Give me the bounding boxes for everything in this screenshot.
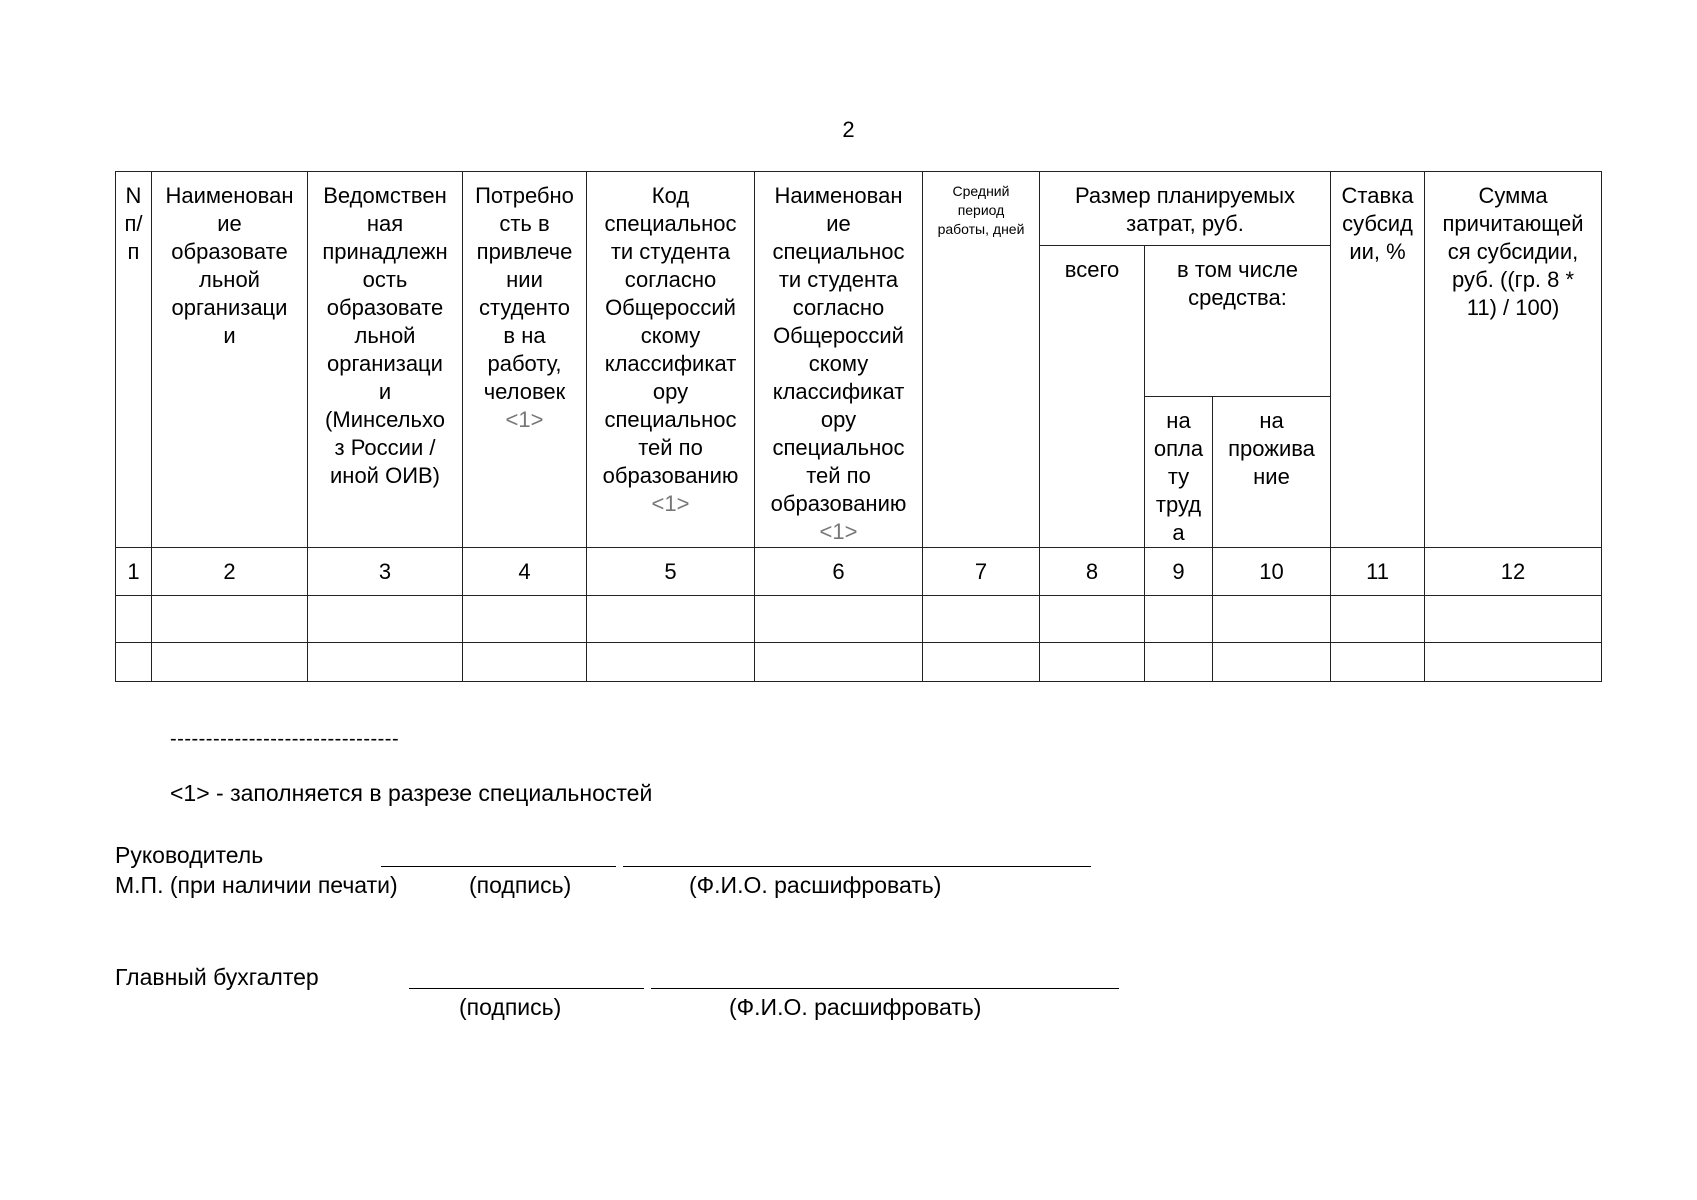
column-number: 12 [1425, 548, 1602, 596]
header-text-line: субсид [1342, 211, 1413, 236]
stamp-label: М.П. (при наличии печати) [115, 872, 398, 898]
header-text-line: и [223, 323, 236, 348]
header-text-line: человек [483, 379, 566, 404]
header-costs-labor [1145, 397, 1213, 548]
header-text-line: Наименован [774, 183, 903, 208]
head-signature-caption: (подпись) [469, 872, 572, 898]
accountant-signature-line [409, 988, 644, 989]
header-text-line: труд [1155, 492, 1202, 517]
header-text-line: образованию [602, 463, 739, 488]
header-text-line: 11) / 100) [1466, 295, 1560, 320]
header-planned-costs [1040, 172, 1331, 246]
header-text-line: ие [217, 211, 242, 236]
header-text-line: в том числе [1177, 257, 1298, 282]
header-text-line: причитающей [1442, 211, 1584, 236]
accountant-name-line [651, 988, 1119, 989]
column-number: 7 [923, 548, 1040, 596]
header-average-period [923, 172, 1040, 548]
header-student-demand [463, 172, 587, 548]
subsidy-table [115, 171, 1602, 682]
header-text-line: Общероссий [605, 295, 736, 320]
header-text-line: ии, % [1349, 239, 1406, 264]
header-text-line: Средний [952, 183, 1010, 199]
header-text-line: руб. ((гр. 8 * [1451, 267, 1575, 292]
header-row-number [116, 172, 152, 548]
header-subsidy-amount [1425, 172, 1602, 548]
header-text-line: з России / [334, 435, 436, 460]
header-text-line: принадлежн [322, 239, 448, 264]
header-text-line: классификат [772, 379, 905, 404]
header-text-line: ость [362, 267, 408, 292]
column-number: 6 [755, 548, 923, 596]
header-text-line: средства: [1188, 285, 1287, 310]
header-text-line: Сумма [1478, 183, 1548, 208]
header-text-line: и [378, 379, 392, 404]
header-text-line: льной [354, 323, 416, 348]
header-text-line: ору [652, 379, 689, 404]
header-text-line: привлече [476, 239, 573, 264]
header-text-line: классификат [604, 351, 737, 376]
header-text-line: N [125, 183, 142, 208]
header-text-line: п/ [124, 211, 143, 236]
header-text-line: прожива [1228, 436, 1315, 461]
header-text-line: п [127, 239, 140, 264]
header-text-line: работу, [487, 351, 562, 376]
header-text-line: организаци [327, 351, 443, 376]
footnote-text: <1> - заполняется в разрезе специальностей [170, 780, 653, 806]
column-number: 5 [587, 548, 755, 596]
column-number: 4 [463, 548, 587, 596]
head-name-line [623, 866, 1091, 867]
header-text-line: специальнос [772, 435, 905, 460]
header-text-line: на [1259, 408, 1284, 433]
column-number: 11 [1331, 548, 1425, 596]
header-text-line: согласно [624, 267, 717, 292]
footnote-separator: -------------------------------- [170, 728, 400, 750]
header-text-line: специальнос [604, 211, 737, 236]
header-text-line: работы, дней [937, 221, 1025, 237]
header-text-line: в на [503, 323, 546, 348]
header-costs-including [1145, 246, 1331, 397]
header-text-line: опла [1153, 436, 1204, 461]
footnote-ref: <1> [819, 519, 858, 544]
head-signature-line [381, 866, 616, 867]
header-text-line: иной ОИВ) [330, 463, 440, 488]
header-text-line: образовате [326, 295, 444, 320]
header-text-line: специальнос [604, 407, 737, 432]
column-number: 9 [1145, 548, 1213, 596]
head-name-caption: (Ф.И.О. расшифровать) [689, 872, 942, 898]
column-numbers-row [116, 548, 1602, 596]
header-text-line: образовате [171, 239, 288, 264]
header-text-line: (Минсельхо [325, 407, 445, 432]
empty-data-row [116, 643, 1602, 682]
header-text-line: Код [651, 183, 690, 208]
header-text-line: тей по [638, 435, 703, 460]
header-organization-name [152, 172, 308, 548]
accountant-signature-caption: (подпись) [459, 994, 562, 1020]
header-text-line: ти студента [778, 267, 899, 292]
footnote-ref: <1> [651, 491, 690, 516]
header-text-line: образованию [770, 491, 907, 516]
header-text-line: на [1166, 408, 1191, 433]
header-text-line: Потребно [475, 183, 574, 208]
column-number: 10 [1213, 548, 1331, 596]
column-number: 1 [116, 548, 152, 596]
column-number: 2 [152, 548, 308, 596]
header-text-line: согласно [792, 295, 885, 320]
header-department [308, 172, 463, 548]
empty-data-row [116, 596, 1602, 643]
header-text-line: организаци [171, 295, 288, 320]
header-text-line: льной [199, 267, 260, 292]
header-text-line: ная [366, 211, 404, 236]
header-specialty-name [755, 172, 923, 548]
header-text-line: скому [640, 323, 701, 348]
header-text-line: затрат, руб. [1126, 211, 1244, 236]
header-text-line: ние [1253, 464, 1290, 489]
header-subsidy-rate [1331, 172, 1425, 548]
header-text-line: нии [506, 267, 543, 292]
header-text-line: ие [826, 211, 851, 236]
header-text-line: Размер планируемых [1074, 183, 1296, 208]
header-text-line: ору [820, 407, 857, 432]
header-text-line: Ставка [1341, 183, 1414, 208]
head-label: Руководитель [115, 842, 264, 868]
header-text-line: студенто [479, 295, 570, 320]
accountant-name-caption: (Ф.И.О. расшифровать) [729, 994, 982, 1020]
page-number: 2 [842, 117, 855, 142]
footnote-ref: <1> [505, 407, 544, 432]
header-costs-total: всего [1040, 246, 1145, 548]
header-text-line: скому [808, 351, 869, 376]
header-text-line: Ведомствен [323, 183, 447, 208]
header-text-line: период [957, 202, 1005, 218]
header-text-line: специальнос [772, 239, 905, 264]
header-specialty-code [587, 172, 755, 548]
header-costs-housing [1213, 397, 1331, 548]
header-text-line: ту [1167, 464, 1190, 489]
column-number: 3 [308, 548, 463, 596]
header-text-line: сть в [499, 211, 550, 236]
accountant-label: Главный бухгалтер [115, 964, 319, 990]
column-number: 8 [1040, 548, 1145, 596]
header-text-line: ти студента [610, 239, 731, 264]
header-text-line: Общероссий [773, 323, 904, 348]
header-text-line: тей по [806, 463, 871, 488]
header-text-line: ся субсидии, [1447, 239, 1579, 264]
header-text-line: Наименован [165, 183, 294, 208]
header-text-line: а [1172, 520, 1185, 545]
